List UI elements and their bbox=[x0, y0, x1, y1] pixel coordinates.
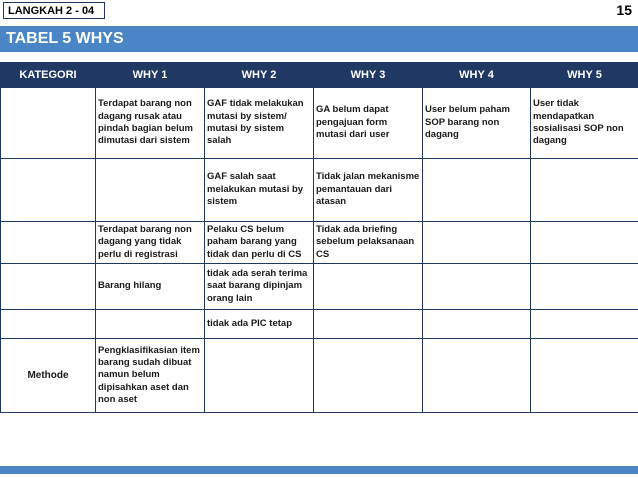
cell-why2 bbox=[205, 339, 314, 413]
column-header-why2: WHY 2 bbox=[205, 63, 314, 88]
cell-why4 bbox=[423, 264, 531, 310]
column-header-why1: WHY 1 bbox=[96, 63, 205, 88]
table-row bbox=[1, 339, 638, 413]
cell-why2: Pelaku CS belum paham barang yang tidak dan perlu di CS bbox=[205, 222, 314, 264]
page-title: TABEL 5 WHYS bbox=[0, 26, 638, 52]
table-row bbox=[1, 264, 638, 310]
column-header-why4: WHY 4 bbox=[423, 63, 531, 88]
cell-why1 bbox=[96, 310, 205, 339]
cell-kategori: Methode bbox=[1, 339, 96, 413]
cell-why2: tidak ada serah terima saat barang dipinjam orang lain bbox=[205, 264, 314, 310]
cell-why5 bbox=[531, 310, 638, 339]
cell-why5: User tidak mendapatkan sosialisasi SOP non dagang bbox=[531, 88, 638, 159]
cell-why4 bbox=[423, 310, 531, 339]
table-row bbox=[1, 222, 638, 264]
cell-why4 bbox=[423, 339, 531, 413]
cell-why5 bbox=[531, 159, 638, 222]
cell-why2: GAF salah saat melakukan mutasi by sistem bbox=[205, 159, 314, 222]
cell-why3: GA belum dapat pengajuan form mutasi dari user bbox=[314, 88, 423, 159]
table-row bbox=[1, 310, 638, 339]
cell-kategori bbox=[1, 88, 96, 159]
cell-why4: User belum paham SOP barang non dagang bbox=[423, 88, 531, 159]
cell-why3 bbox=[314, 310, 423, 339]
cell-why3: Tidak jalan mekanisme pemantauan dari atasan bbox=[314, 159, 423, 222]
cell-why4 bbox=[423, 159, 531, 222]
cell-why5 bbox=[531, 222, 638, 264]
cell-why5 bbox=[531, 264, 638, 310]
cell-why5 bbox=[531, 339, 638, 413]
cell-why3: Tidak ada briefing sebelum pelaksanaan CS bbox=[314, 222, 423, 264]
cell-why1: Terdapat barang non dagang rusak atau pindah bagian belum dimutasi dari sistem bbox=[96, 88, 205, 159]
table-row bbox=[1, 159, 638, 222]
cell-why2: GAF tidak melakukan mutasi by sistem/ mutasi by sistem salah bbox=[205, 88, 314, 159]
cell-kategori bbox=[1, 264, 96, 310]
page-number: 15 bbox=[616, 2, 632, 18]
five-whys-table bbox=[0, 62, 638, 413]
step-label: LANGKAH 2 - 04 bbox=[3, 2, 105, 19]
cell-why2: tidak ada PIC tetap bbox=[205, 310, 314, 339]
table-header-row bbox=[1, 63, 638, 88]
footer-bar bbox=[0, 466, 638, 474]
table-row bbox=[1, 88, 638, 159]
column-header-kategori: KATEGORI bbox=[1, 63, 96, 88]
cell-kategori bbox=[1, 222, 96, 264]
cell-kategori bbox=[1, 159, 96, 222]
column-header-why5: WHY 5 bbox=[531, 63, 638, 88]
cell-why1: Barang hilang bbox=[96, 264, 205, 310]
cell-why1 bbox=[96, 159, 205, 222]
cell-why3 bbox=[314, 339, 423, 413]
column-header-why3: WHY 3 bbox=[314, 63, 423, 88]
cell-why1: Pengklasifikasian item barang sudah dibuat namun belum dipisahkan aset dan non aset bbox=[96, 339, 205, 413]
cell-why1: Terdapat barang non dagang yang tidak perlu di registrasi bbox=[96, 222, 205, 264]
cell-why4 bbox=[423, 222, 531, 264]
cell-kategori bbox=[1, 310, 96, 339]
cell-why3 bbox=[314, 264, 423, 310]
